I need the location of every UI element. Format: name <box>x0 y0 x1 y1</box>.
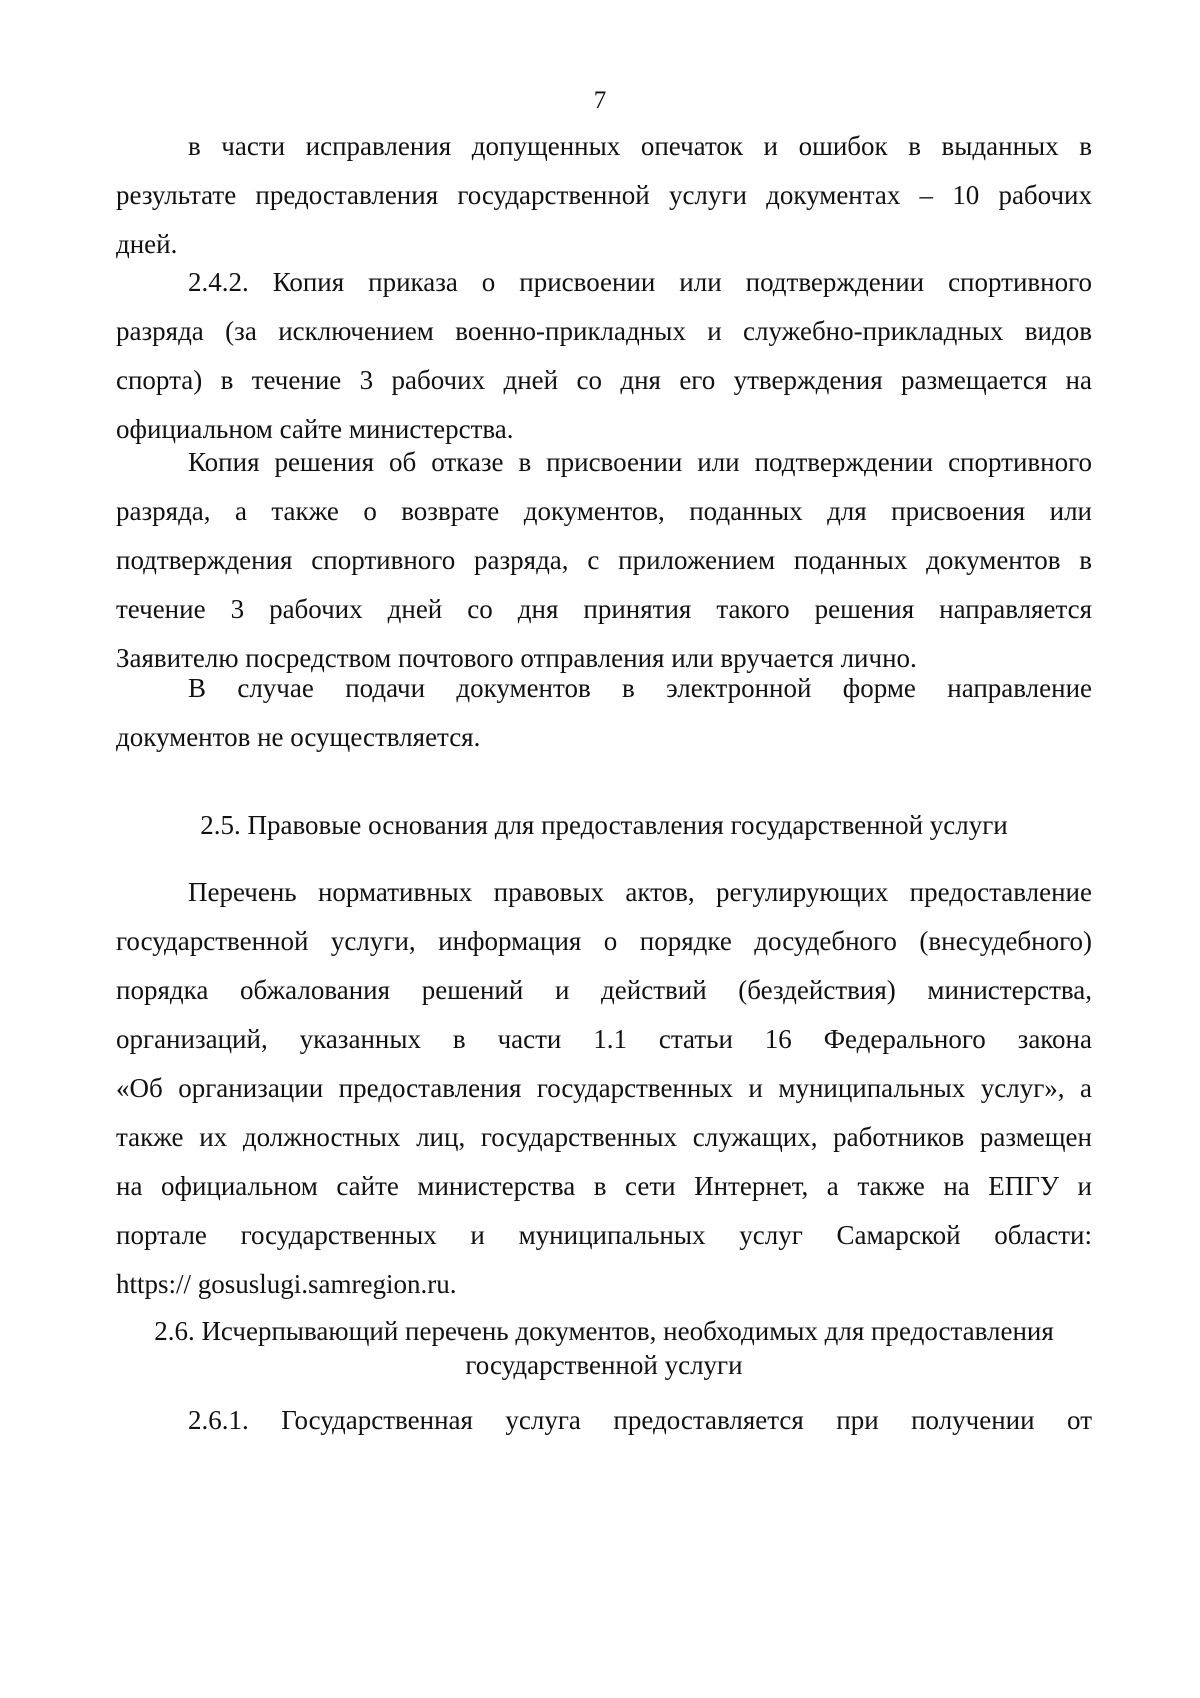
text-line: разряда, а также о возврате документов, поданных для присвоения или <box>116 496 1092 526</box>
heading-line: 2.6. Исчерпывающий перечень документов, необходимых для предоставления <box>154 1316 1054 1346</box>
paragraph-refusal-copy <box>116 438 1092 683</box>
text-line: 2.4.2. Копия приказа о присвоении или подтверждении спортивного <box>188 267 1092 297</box>
text-line: организаций, указанных в части 1.1 статьи 16 Федерального закона <box>116 1024 1092 1054</box>
text-line: течение 3 рабочих дней со дня принятия такого решения направляется <box>116 594 1092 624</box>
page-number: 7 <box>593 87 607 114</box>
text-line: портале государственных и муниципальных услуг Самарской области: <box>116 1220 1092 1250</box>
text-line: подтверждения спортивного разряда, с приложением поданных документов в <box>116 545 1092 575</box>
text-line: 2.6.1. Государственная услуга предоставляется при получении от <box>188 1405 1092 1435</box>
text-line: документов не осуществляется. <box>116 722 481 752</box>
section-heading-2-5: 2.5. Правовые основания для предоставления государственной услуги <box>200 810 1008 840</box>
text-line: «Об организации предоставления государственных и муниципальных услуг», а <box>116 1073 1092 1103</box>
paragraph-electronic-form <box>116 664 1092 762</box>
text-line: на официальном сайте министерства в сети Интернет, а также на ЕПГУ и <box>116 1171 1092 1201</box>
text-line: https:// gosuslugi.samregion.ru. <box>116 1269 457 1299</box>
text-line: спорта) в течение 3 рабочих дней со дня его утверждения размещается на <box>116 365 1092 395</box>
text-line: Заявителю посредством почтового отправления или вручается лично. <box>116 643 917 673</box>
text-line: дней. <box>116 229 178 259</box>
text-line: также их должностных лиц, государственных служащих, работников размещен <box>116 1122 1092 1152</box>
paragraph-typos-deadline <box>116 122 1092 269</box>
text-line: официальном сайте министерства. <box>116 414 514 444</box>
text-line: разряда (за исключением военно-прикладных и служебно-прикладных видов <box>116 316 1092 346</box>
paragraph-2-6-1 <box>116 1396 1092 1445</box>
text-line: Копия решения об отказе в присвоении или подтверждении спортивного <box>188 447 1092 477</box>
text-line: государственной услуги, информация о порядке досудебного (внесудебного) <box>116 926 1092 956</box>
paragraph-2-4-2 <box>116 258 1092 454</box>
section-heading-2-6 <box>116 1314 1092 1382</box>
text-line: в части исправления допущенных опечаток и ошибок в выданных в <box>188 131 1092 161</box>
text-line: результате предоставления государственной услуги документах – 10 рабочих <box>116 180 1092 210</box>
text-line: Перечень нормативных правовых актов, регулирующих предоставление <box>188 877 1092 907</box>
paragraph-legal-acts <box>116 868 1092 1309</box>
text-line: В случае подачи документов в электронной форме направление <box>188 673 1092 703</box>
text-line: порядка обжалования решений и действий (бездействия) министерства, <box>116 975 1092 1005</box>
heading-line: государственной услуги <box>465 1350 743 1380</box>
